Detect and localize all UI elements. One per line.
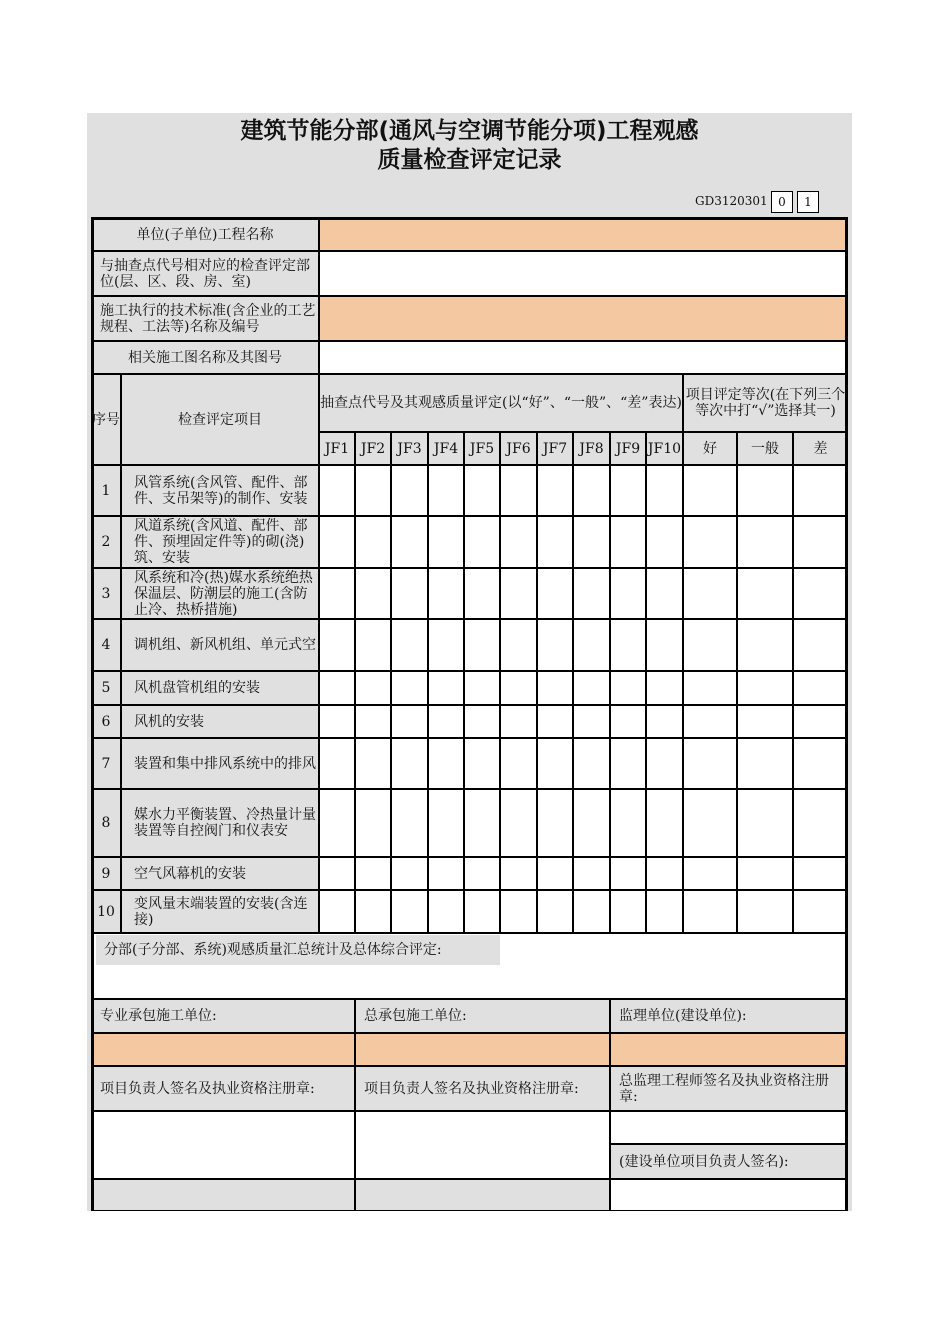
pm-sign-label-1: 项目负责人签名及执业资格注册章: — [91, 1066, 355, 1111]
pm-seal-1[interactable] — [91, 1179, 355, 1211]
jf-cell[interactable] — [646, 568, 683, 619]
summary-label: 分部(子分部、系统)观感质量汇总统计及总体综合评定: — [96, 935, 500, 965]
header-grade: 项目评定等次(在下列三个等次中打“√”选择其一) — [683, 374, 848, 432]
jf-cell[interactable] — [464, 789, 500, 857]
header-jf-3: JF3 — [391, 432, 428, 465]
jf-cell[interactable] — [391, 705, 428, 738]
jf-cell[interactable] — [428, 671, 464, 705]
jf-cell[interactable] — [355, 671, 391, 705]
item-text: 风系统和冷(热)媒水系统绝热保温层、防潮层的施工(含防止冷、热桥措施) — [121, 568, 319, 619]
jf-cell[interactable] — [646, 789, 683, 857]
grade-cell[interactable] — [793, 671, 848, 705]
jf-cell[interactable] — [646, 738, 683, 789]
jf-cell[interactable] — [391, 890, 428, 933]
jf-cell[interactable] — [500, 857, 537, 890]
grade-cell[interactable] — [737, 568, 793, 619]
jf-cell[interactable] — [500, 890, 537, 933]
drawing-name-field[interactable] — [319, 341, 848, 374]
inspection-part-field[interactable] — [319, 251, 848, 296]
jf-cell[interactable] — [610, 516, 646, 568]
supervisor-field[interactable] — [610, 1033, 848, 1066]
header-jf-10: JF10 — [646, 432, 683, 465]
general-contractor-label: 总承包施工单位: — [355, 999, 610, 1033]
grade-cell[interactable] — [683, 516, 737, 568]
jf-cell[interactable] — [500, 465, 537, 516]
item-text: 变风量末端装置的安装(含连接) — [121, 890, 319, 933]
jf-cell[interactable] — [319, 857, 355, 890]
header-jf-9: JF9 — [610, 432, 646, 465]
chief-supervisor-label: 总监理工程师签名及执业资格注册章: — [610, 1066, 848, 1111]
jf-cell[interactable] — [319, 789, 355, 857]
jf-cell[interactable] — [573, 465, 610, 516]
jf-cell[interactable] — [573, 568, 610, 619]
jf-cell[interactable] — [355, 705, 391, 738]
general-contractor-field[interactable] — [355, 1033, 610, 1066]
item-no: 6 — [91, 705, 121, 738]
pm-sign-label-2: 项目负责人签名及执业资格注册章: — [355, 1066, 610, 1111]
owner-pm-label: (建设单位项目负责人签名): — [610, 1144, 848, 1179]
jf-cell[interactable] — [391, 671, 428, 705]
jf-cell[interactable] — [355, 890, 391, 933]
jf-cell[interactable] — [319, 619, 355, 671]
jf-cell[interactable] — [355, 738, 391, 789]
jf-cell[interactable] — [610, 619, 646, 671]
chief-supervisor-field[interactable] — [610, 1111, 848, 1144]
jf-cell[interactable] — [573, 789, 610, 857]
grade-cell[interactable] — [683, 857, 737, 890]
grade-cell[interactable] — [793, 619, 848, 671]
grade-cell[interactable] — [683, 671, 737, 705]
header-jf-8: JF8 — [573, 432, 610, 465]
jf-cell[interactable] — [537, 857, 573, 890]
jf-cell[interactable] — [428, 890, 464, 933]
jf-cell[interactable] — [428, 568, 464, 619]
jf-cell[interactable] — [610, 705, 646, 738]
pm-sign-field-1[interactable] — [91, 1111, 355, 1179]
item-no: 7 — [91, 738, 121, 789]
technical-standard-field[interactable] — [319, 296, 848, 341]
grade-cell[interactable] — [793, 738, 848, 789]
jf-cell[interactable] — [428, 789, 464, 857]
jf-cell[interactable] — [610, 465, 646, 516]
header-grade-3: 差 — [793, 432, 848, 465]
jf-cell[interactable] — [355, 465, 391, 516]
jf-cell[interactable] — [428, 738, 464, 789]
jf-cell[interactable] — [573, 857, 610, 890]
header-grade-2: 一般 — [737, 432, 793, 465]
item-text: 空气风幕机的安装 — [121, 857, 319, 890]
jf-cell[interactable] — [610, 738, 646, 789]
jf-cell[interactable] — [319, 705, 355, 738]
jf-cell[interactable] — [537, 568, 573, 619]
jf-cell[interactable] — [355, 516, 391, 568]
project-name-field[interactable] — [319, 218, 848, 251]
jf-cell[interactable] — [646, 671, 683, 705]
jf-cell[interactable] — [391, 789, 428, 857]
grade-cell[interactable] — [737, 890, 793, 933]
jf-cell[interactable] — [537, 705, 573, 738]
code-box-1[interactable]: 0 — [771, 191, 793, 213]
jf-cell[interactable] — [610, 671, 646, 705]
item-text: 风机的安装 — [121, 705, 319, 738]
header-jf-4: JF4 — [428, 432, 464, 465]
item-text: 风管系统(含风管、配件、部件、支吊架等)的制作、安装 — [121, 465, 319, 516]
jf-cell[interactable] — [464, 465, 500, 516]
pm-sign-field-2[interactable] — [355, 1111, 610, 1179]
jf-cell[interactable] — [464, 671, 500, 705]
jf-cell[interactable] — [646, 857, 683, 890]
title-line-1: 建筑节能分部(通风与空调节能分项)工程观感 — [240, 118, 699, 144]
grade-cell[interactable] — [683, 890, 737, 933]
jf-cell[interactable] — [391, 619, 428, 671]
jf-cell[interactable] — [464, 568, 500, 619]
jf-cell[interactable] — [573, 619, 610, 671]
jf-cell[interactable] — [464, 619, 500, 671]
jf-cell[interactable] — [646, 465, 683, 516]
jf-cell[interactable] — [319, 671, 355, 705]
jf-cell[interactable] — [391, 568, 428, 619]
jf-cell[interactable] — [610, 568, 646, 619]
jf-cell[interactable] — [428, 705, 464, 738]
jf-cell[interactable] — [500, 671, 537, 705]
grade-cell[interactable] — [737, 671, 793, 705]
item-no: 5 — [91, 671, 121, 705]
grade-cell[interactable] — [683, 789, 737, 857]
jf-cell[interactable] — [646, 516, 683, 568]
grade-cell[interactable] — [683, 465, 737, 516]
code-box-2[interactable]: 1 — [797, 191, 819, 213]
grade-cell[interactable] — [793, 516, 848, 568]
grade-cell[interactable] — [793, 857, 848, 890]
grade-cell[interactable] — [793, 705, 848, 738]
jf-cell[interactable] — [610, 857, 646, 890]
pm-seal-2[interactable] — [355, 1179, 610, 1211]
jf-cell[interactable] — [464, 890, 500, 933]
jf-cell[interactable] — [355, 789, 391, 857]
jf-cell[interactable] — [537, 671, 573, 705]
header-seq: 序号 — [91, 374, 121, 465]
jf-cell[interactable] — [355, 568, 391, 619]
grade-cell[interactable] — [683, 705, 737, 738]
item-text: 媒水力平衡装置、冷热量计量装置等自控阀门和仪表安 — [121, 789, 319, 857]
technical-standard-label: 施工执行的技术标准(含企业的工艺规程、工法等)名称及编号 — [91, 296, 319, 341]
grade-cell[interactable] — [737, 705, 793, 738]
jf-cell[interactable] — [646, 890, 683, 933]
jf-cell[interactable] — [355, 857, 391, 890]
jf-cell[interactable] — [646, 705, 683, 738]
grade-cell[interactable] — [737, 465, 793, 516]
jf-cell[interactable] — [391, 738, 428, 789]
jf-cell[interactable] — [319, 890, 355, 933]
item-text: 调机组、新风机组、单元式空 — [121, 619, 319, 671]
jf-cell[interactable] — [537, 465, 573, 516]
item-text: 装置和集中排风系统中的排风 — [121, 738, 319, 789]
jf-cell[interactable] — [537, 789, 573, 857]
jf-cell[interactable] — [500, 705, 537, 738]
project-name-label: 单位(子单位)工程名称 — [91, 218, 319, 251]
grade-cell[interactable] — [683, 619, 737, 671]
jf-cell[interactable] — [573, 516, 610, 568]
title-line-2: 质量检查评定记录 — [377, 147, 562, 173]
header-jf-6: JF6 — [500, 432, 537, 465]
supervisor-label: 监理单位(建设单位): — [610, 999, 848, 1033]
header-jf-5: JF5 — [464, 432, 500, 465]
header-grade-1: 好 — [683, 432, 737, 465]
item-no: 8 — [91, 789, 121, 857]
header-jf-2: JF2 — [355, 432, 391, 465]
header-sampling: 抽查点代号及其观感质量评定(以“好”、“一般”、“差”表达) — [319, 374, 683, 432]
grade-cell[interactable] — [793, 890, 848, 933]
grade-cell[interactable] — [683, 568, 737, 619]
jf-cell[interactable] — [319, 568, 355, 619]
grade-cell[interactable] — [793, 568, 848, 619]
grade-cell[interactable] — [737, 789, 793, 857]
jf-cell[interactable] — [391, 516, 428, 568]
jf-cell[interactable] — [537, 619, 573, 671]
grade-cell[interactable] — [737, 619, 793, 671]
jf-cell[interactable] — [500, 619, 537, 671]
header-jf-1: JF1 — [319, 432, 355, 465]
grade-cell[interactable] — [737, 738, 793, 789]
grade-cell[interactable] — [793, 789, 848, 857]
jf-cell[interactable] — [319, 516, 355, 568]
item-no: 2 — [91, 516, 121, 568]
jf-cell[interactable] — [500, 516, 537, 568]
page-title — [87, 117, 852, 175]
jf-cell[interactable] — [428, 516, 464, 568]
jf-cell[interactable] — [500, 568, 537, 619]
item-no: 9 — [91, 857, 121, 890]
jf-cell[interactable] — [500, 738, 537, 789]
jf-cell[interactable] — [573, 705, 610, 738]
item-text: 风道系统(含风道、配件、部件、预埋固定件等)的砌(浇)筑、安装 — [121, 516, 319, 568]
jf-cell[interactable] — [428, 465, 464, 516]
jf-cell[interactable] — [500, 789, 537, 857]
jf-cell[interactable] — [319, 465, 355, 516]
jf-cell[interactable] — [573, 738, 610, 789]
header-item: 检查评定项目 — [121, 374, 319, 465]
grade-cell[interactable] — [793, 465, 848, 516]
jf-cell[interactable] — [464, 738, 500, 789]
grade-cell[interactable] — [683, 738, 737, 789]
jf-cell[interactable] — [428, 619, 464, 671]
jf-cell[interactable] — [464, 516, 500, 568]
jf-cell[interactable] — [391, 465, 428, 516]
owner-pm-field[interactable] — [610, 1179, 848, 1211]
jf-cell[interactable] — [646, 619, 683, 671]
jf-cell[interactable] — [464, 857, 500, 890]
grade-cell[interactable] — [737, 516, 793, 568]
grade-cell[interactable] — [737, 857, 793, 890]
sub-contractor-label: 专业承包施工单位: — [91, 999, 355, 1033]
jf-cell[interactable] — [391, 857, 428, 890]
inspection-part-label: 与抽查点代号相对应的检查评定部位(层、区、段、房、室) — [91, 251, 319, 296]
jf-cell[interactable] — [537, 738, 573, 789]
jf-cell[interactable] — [573, 671, 610, 705]
drawing-name-label: 相关施工图名称及其图号 — [91, 341, 319, 374]
jf-cell[interactable] — [464, 705, 500, 738]
item-no: 3 — [91, 568, 121, 619]
jf-cell[interactable] — [573, 890, 610, 933]
form-code: GD3120301 — [695, 194, 768, 208]
item-no: 4 — [91, 619, 121, 671]
jf-cell[interactable] — [537, 890, 573, 933]
jf-cell[interactable] — [537, 516, 573, 568]
item-text: 风机盘管机组的安装 — [121, 671, 319, 705]
sub-contractor-field[interactable] — [91, 1033, 355, 1066]
header-jf-7: JF7 — [537, 432, 573, 465]
jf-cell[interactable] — [610, 890, 646, 933]
jf-cell[interactable] — [428, 857, 464, 890]
item-no: 1 — [91, 465, 121, 516]
item-no: 10 — [91, 890, 121, 933]
jf-cell[interactable] — [610, 789, 646, 857]
jf-cell[interactable] — [355, 619, 391, 671]
jf-cell[interactable] — [319, 738, 355, 789]
